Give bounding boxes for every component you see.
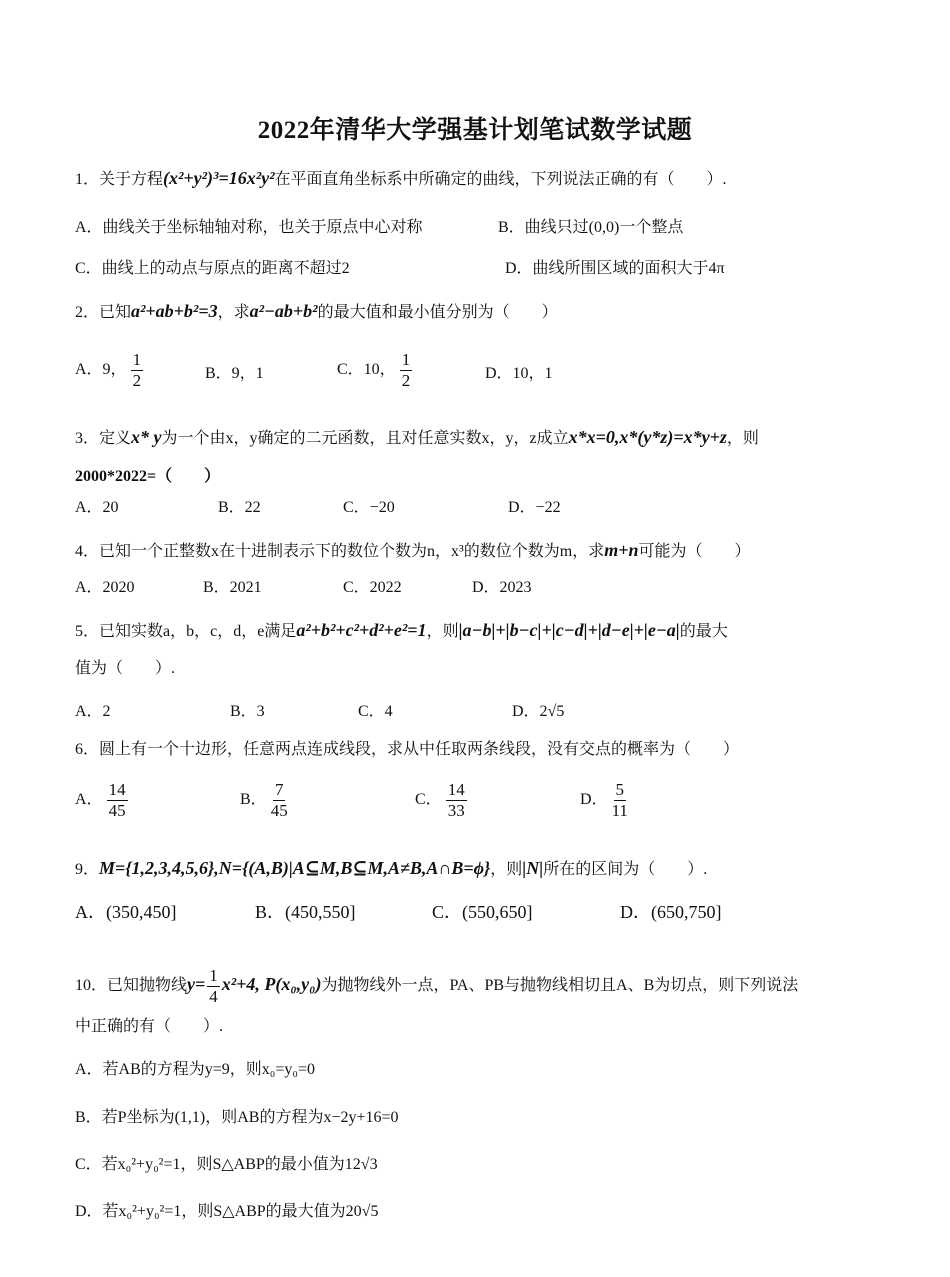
fraction bbox=[107, 780, 128, 821]
stem-text: 10．已知抛物线 bbox=[75, 977, 188, 994]
numerator: 14 bbox=[447, 780, 465, 799]
denominator: 11 bbox=[611, 801, 628, 820]
q3-option-a: A．20 bbox=[75, 499, 119, 516]
denominator: 45 bbox=[270, 801, 288, 820]
q4-option-a: A．2020 bbox=[75, 579, 135, 596]
q1-option-d: D．曲线所围区域的面积大于4π bbox=[505, 260, 725, 277]
option-label: A．9， bbox=[75, 361, 127, 379]
q3-option-d: D．−22 bbox=[508, 499, 561, 516]
question-1-stem bbox=[75, 166, 727, 192]
numerator: 14 bbox=[108, 780, 126, 799]
equation: (x²+y²)³=16x²y² bbox=[163, 168, 275, 188]
q9-option-b: B．(450,550] bbox=[255, 902, 356, 922]
denominator: 33 bbox=[447, 801, 465, 820]
stem-text: 为一个由x，y确定的二元函数，且对任意实数x，y，z成立 bbox=[161, 430, 569, 447]
stem-text: ，则 bbox=[426, 623, 459, 640]
q9-option-a: A．(350,450] bbox=[75, 902, 177, 922]
q10-option-a: A．若AB的方程为y=9，则x₀=y₀=0 bbox=[75, 1061, 316, 1078]
fraction bbox=[446, 780, 467, 821]
stem-text: 5．已知实数a，b，c，d，e满足 bbox=[75, 623, 297, 640]
stem-text: ，则 bbox=[726, 430, 759, 447]
q5-option-c: C．4 bbox=[358, 703, 393, 720]
fraction bbox=[207, 966, 220, 1007]
equation: y= bbox=[187, 974, 206, 994]
question-3-stem-line2: 2000*2022=（ ） bbox=[75, 468, 221, 485]
equation: a²−ab+b² bbox=[249, 301, 318, 321]
numerator: 1 bbox=[401, 350, 411, 369]
question-9-stem bbox=[75, 856, 707, 882]
question-3-stem bbox=[75, 425, 759, 451]
q4-option-b: B．2021 bbox=[203, 579, 262, 596]
denominator: 4 bbox=[209, 986, 218, 1006]
stem-text: 的最大值和最小值分别为（ ） bbox=[317, 304, 558, 321]
question-5-stem bbox=[75, 618, 728, 644]
option-label: B． bbox=[240, 791, 267, 809]
stem-text: 1．关于方程 bbox=[75, 171, 164, 188]
numerator: 1 bbox=[132, 350, 142, 369]
question-5-stem-line2: 值为（ ）. bbox=[75, 660, 176, 677]
q10-option-c: C．若x₀²+y₀²=1，则S△ABP的最小值为12√3 bbox=[75, 1156, 378, 1173]
numerator: 7 bbox=[274, 780, 284, 799]
stem-text: 的最大 bbox=[679, 623, 728, 640]
numerator: 5 bbox=[615, 780, 624, 799]
fraction bbox=[131, 350, 144, 391]
q9-option-d: D．(650,750] bbox=[620, 902, 722, 922]
equation: a²+b²+c²+d²+e²=1 bbox=[296, 620, 427, 640]
option-label: C． bbox=[415, 791, 442, 809]
q10-option-b: B．若P坐标为(1,1)，则AB的方程为x−2y+16=0 bbox=[75, 1109, 399, 1126]
stem-text: ，则 bbox=[490, 861, 523, 878]
fraction bbox=[612, 780, 628, 821]
equation: a²+ab+b²=3 bbox=[131, 301, 218, 321]
equation: x²+4, P(x₀,y₀) bbox=[221, 974, 322, 994]
q3-option-c: C．−20 bbox=[343, 499, 395, 516]
q2-option-c bbox=[337, 350, 412, 391]
q5-option-b: B．3 bbox=[230, 703, 265, 720]
q10-option-d: D．若x₀²+y₀²=1，则S△ABP的最大值为20√5 bbox=[75, 1203, 379, 1220]
q5-option-d: D．2√5 bbox=[512, 703, 565, 720]
denominator: 45 bbox=[108, 801, 126, 820]
equation: M={1,2,3,4,5,6},N={(A,B)|A⊆M,B⊆M,A≠B,A∩B=ϕ} bbox=[99, 858, 491, 878]
q2-option-d: D．10，1 bbox=[485, 365, 553, 382]
stem-text: ，求 bbox=[217, 304, 250, 321]
option-label: A． bbox=[75, 791, 103, 809]
q2-option-b: B．9，1 bbox=[205, 365, 264, 382]
stem-text: 9． bbox=[75, 861, 100, 878]
stem-text: 可能为（ ） bbox=[638, 543, 751, 560]
q2-option-a bbox=[75, 350, 143, 391]
question-10-stem-line2: 中正确的有（ ）. bbox=[75, 1018, 224, 1035]
stem-text: 为抛物线外一点，PA、PB与抛物线相切且A、B为切点，则下列说法 bbox=[321, 977, 799, 994]
q6-option-c bbox=[415, 780, 467, 821]
q6-option-a bbox=[75, 780, 128, 821]
equation: x*x=0,x*(y*z)=x*y+z bbox=[568, 427, 727, 447]
option-label: D． bbox=[580, 791, 608, 809]
equation: x* y bbox=[131, 427, 162, 447]
question-2-stem bbox=[75, 299, 558, 325]
q1-option-c: C．曲线上的动点与原点的距离不超过2 bbox=[75, 260, 350, 277]
q4-option-c: C．2022 bbox=[343, 579, 402, 596]
equation: |a−b|+|b−c|+|c−d|+|d−e|+|e−a| bbox=[458, 620, 680, 640]
denominator: 2 bbox=[401, 371, 411, 390]
question-6-stem: 6．圆上有一个十边形，任意两点连成线段，求从中任取两条线段，没有交点的概率为（ ） bbox=[75, 741, 740, 758]
denominator: 2 bbox=[132, 371, 142, 390]
page-title: 2022年清华大学强基计划笔试数学试题 bbox=[257, 117, 693, 144]
equation: m+n bbox=[604, 540, 639, 560]
stem-text: 2．已知 bbox=[75, 304, 132, 321]
stem-text: 3．定义 bbox=[75, 430, 132, 447]
question-10-stem bbox=[75, 962, 798, 1008]
q6-option-d bbox=[580, 780, 628, 821]
q4-option-d: D．2023 bbox=[472, 579, 532, 596]
stem-text: 在平面直角坐标系中所确定的曲线，下列说法正确的有（ ）. bbox=[274, 171, 727, 188]
numerator: 1 bbox=[209, 965, 218, 985]
option-label: C．10， bbox=[337, 361, 396, 379]
q1-option-a: A．曲线关于坐标轴轴对称，也关于原点中心对称 bbox=[75, 219, 423, 236]
stem-text: 4．已知一个正整数x在十进制表示下的数位个数为n，x³的数位个数为m，求 bbox=[75, 543, 605, 560]
equation: |N| bbox=[522, 858, 544, 878]
stem-text: 所在的区间为（ ）. bbox=[543, 861, 708, 878]
q3-option-b: B．22 bbox=[218, 499, 261, 516]
q1-option-b: B．曲线只过(0,0)一个整点 bbox=[498, 219, 684, 236]
question-4-stem bbox=[75, 538, 751, 564]
q6-option-b bbox=[240, 780, 288, 821]
q5-option-a: A．2 bbox=[75, 703, 111, 720]
fraction bbox=[271, 780, 288, 821]
q9-option-c: C．(550,650] bbox=[432, 902, 533, 922]
fraction bbox=[400, 350, 413, 391]
